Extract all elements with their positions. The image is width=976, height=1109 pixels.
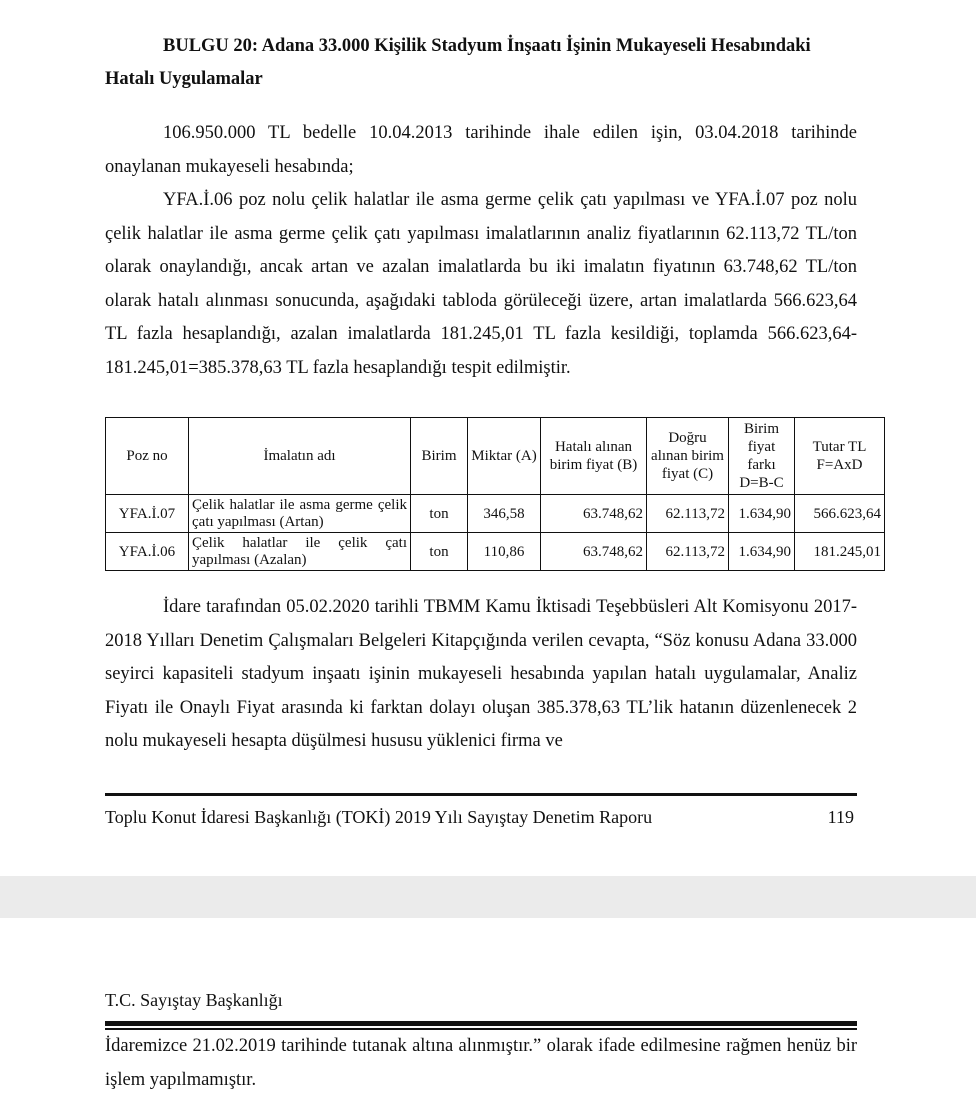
finding-heading: BULGU 20: Adana 33.000 Kişilik Stadyum İnşaatı İşinin Mukayeseli Hesabındaki Hatalı Uygulamalar xyxy=(105,36,811,89)
report-page-next xyxy=(0,918,976,1109)
cell-imalat-adi: Çelik halatlar ile çelik çatı yapılması (Azalan) xyxy=(189,533,411,571)
comparison-table xyxy=(105,417,885,571)
header-fiyat-farki: Birim fiyat farkı D=B-C xyxy=(729,418,795,495)
header-imalat-adi: İmalatın adı xyxy=(189,418,411,495)
cell-hatali-fiyat: 63.748,62 xyxy=(541,495,647,533)
paragraph-price-error: YFA.İ.06 poz nolu çelik halatlar ile asma germe çelik çatı yapılması ve YFA.İ.07 poz nolu çelik halatlar ile asma germe çelik çatı yapılması imalatlarının analiz fiyatlarının 62.113,72 TL/ton olarak onaylandığı, ancak artan ve azalan imalatlarda bu iki imalatın fiyatının 63.748,62 TL/ton olarak hatalı alınması sonucunda, aşağıdaki tabloda görüleceği üzere, artan imalatlarda 566.623,64 TL fazla hesaplandığı, azalan imalatlarda 181.245,01 TL fazla kesildiği, toplamda 566.623,64-181.245,01=385.378,63 TL fazla hesaplandığı tespit edilmiştir. xyxy=(105,190,857,378)
paragraph-tender-info: 106.950.000 TL bedelle 10.04.2013 tarihinde ihale edilen işin, 03.04.2018 tarihinde onaylanan mukayeseli hesabında; xyxy=(105,123,857,177)
cell-fiyat-farki: 1.634,90 xyxy=(729,533,795,571)
cell-tutar: 566.623,64 xyxy=(795,495,885,533)
footer-report-title: Toplu Konut İdaresi Başkanlığı (TOKİ) 2019 Yılı Sayıştay Denetim Raporu xyxy=(105,807,653,827)
paragraph-administration-response: İdare tarafından 05.02.2020 tarihli TBMM Kamu İktisadi Teşebbüsleri Alt Komisyonu 2017-2018 Yılları Denetim Çalışmaları Belgeleri Kitapçığında verilen cevapta, “Söz konusu Adana 33.000 seyirci kapasiteli stadyum inşaatı işinin mukayeseli hesabında yapılan hatalı uygulamalar, Analiz Fiyatı ile Onaylı Fiyat arasında ki farktan dolayı oluşan 385.378,63 TL’lik hatanın düzenlenecek 2 nolu mukayeseli hesapta düşülmesi hususu yüklenici firma ve xyxy=(105,597,857,751)
cell-imalat-adi: Çelik halatlar ile asma germe çelik çatı yapılması (Artan) xyxy=(189,495,411,533)
cell-miktar: 346,58 xyxy=(468,495,541,533)
page-number: 119 xyxy=(827,807,854,827)
cell-miktar: 110,86 xyxy=(468,533,541,571)
footer-divider xyxy=(105,793,857,796)
cell-poz-no: YFA.İ.07 xyxy=(106,495,189,533)
header-divider xyxy=(105,1021,857,1026)
cell-dogru-fiyat: 62.113,72 xyxy=(647,533,729,571)
cell-tutar: 181.245,01 xyxy=(795,533,885,571)
table-row xyxy=(106,533,885,571)
table-row xyxy=(106,495,885,533)
header-miktar: Miktar (A) xyxy=(468,418,541,495)
header-hatali-fiyat: Hatalı alınan birim fiyat (B) xyxy=(541,418,647,495)
cell-dogru-fiyat: 62.113,72 xyxy=(647,495,729,533)
cell-birim: ton xyxy=(411,533,468,571)
header-poz-no: Poz no xyxy=(106,418,189,495)
header-dogru-fiyat: Doğru alınan birim fiyat (C) xyxy=(647,418,729,495)
paragraph-continuation: İdaremizce 21.02.2019 tarihinde tutanak altına alınmıştır.” olarak ifade edilmesine rağmen henüz bir işlem yapılmamıştır. xyxy=(105,1036,857,1090)
table-header-row xyxy=(106,418,885,495)
cell-fiyat-farki: 1.634,90 xyxy=(729,495,795,533)
header-birim: Birim xyxy=(411,418,468,495)
page-header-title: T.C. Sayıştay Başkanlığı xyxy=(105,990,283,1010)
cell-birim: ton xyxy=(411,495,468,533)
cell-poz-no: YFA.İ.06 xyxy=(106,533,189,571)
cell-hatali-fiyat: 63.748,62 xyxy=(541,533,647,571)
header-tutar: Tutar TL F=AxD xyxy=(795,418,885,495)
